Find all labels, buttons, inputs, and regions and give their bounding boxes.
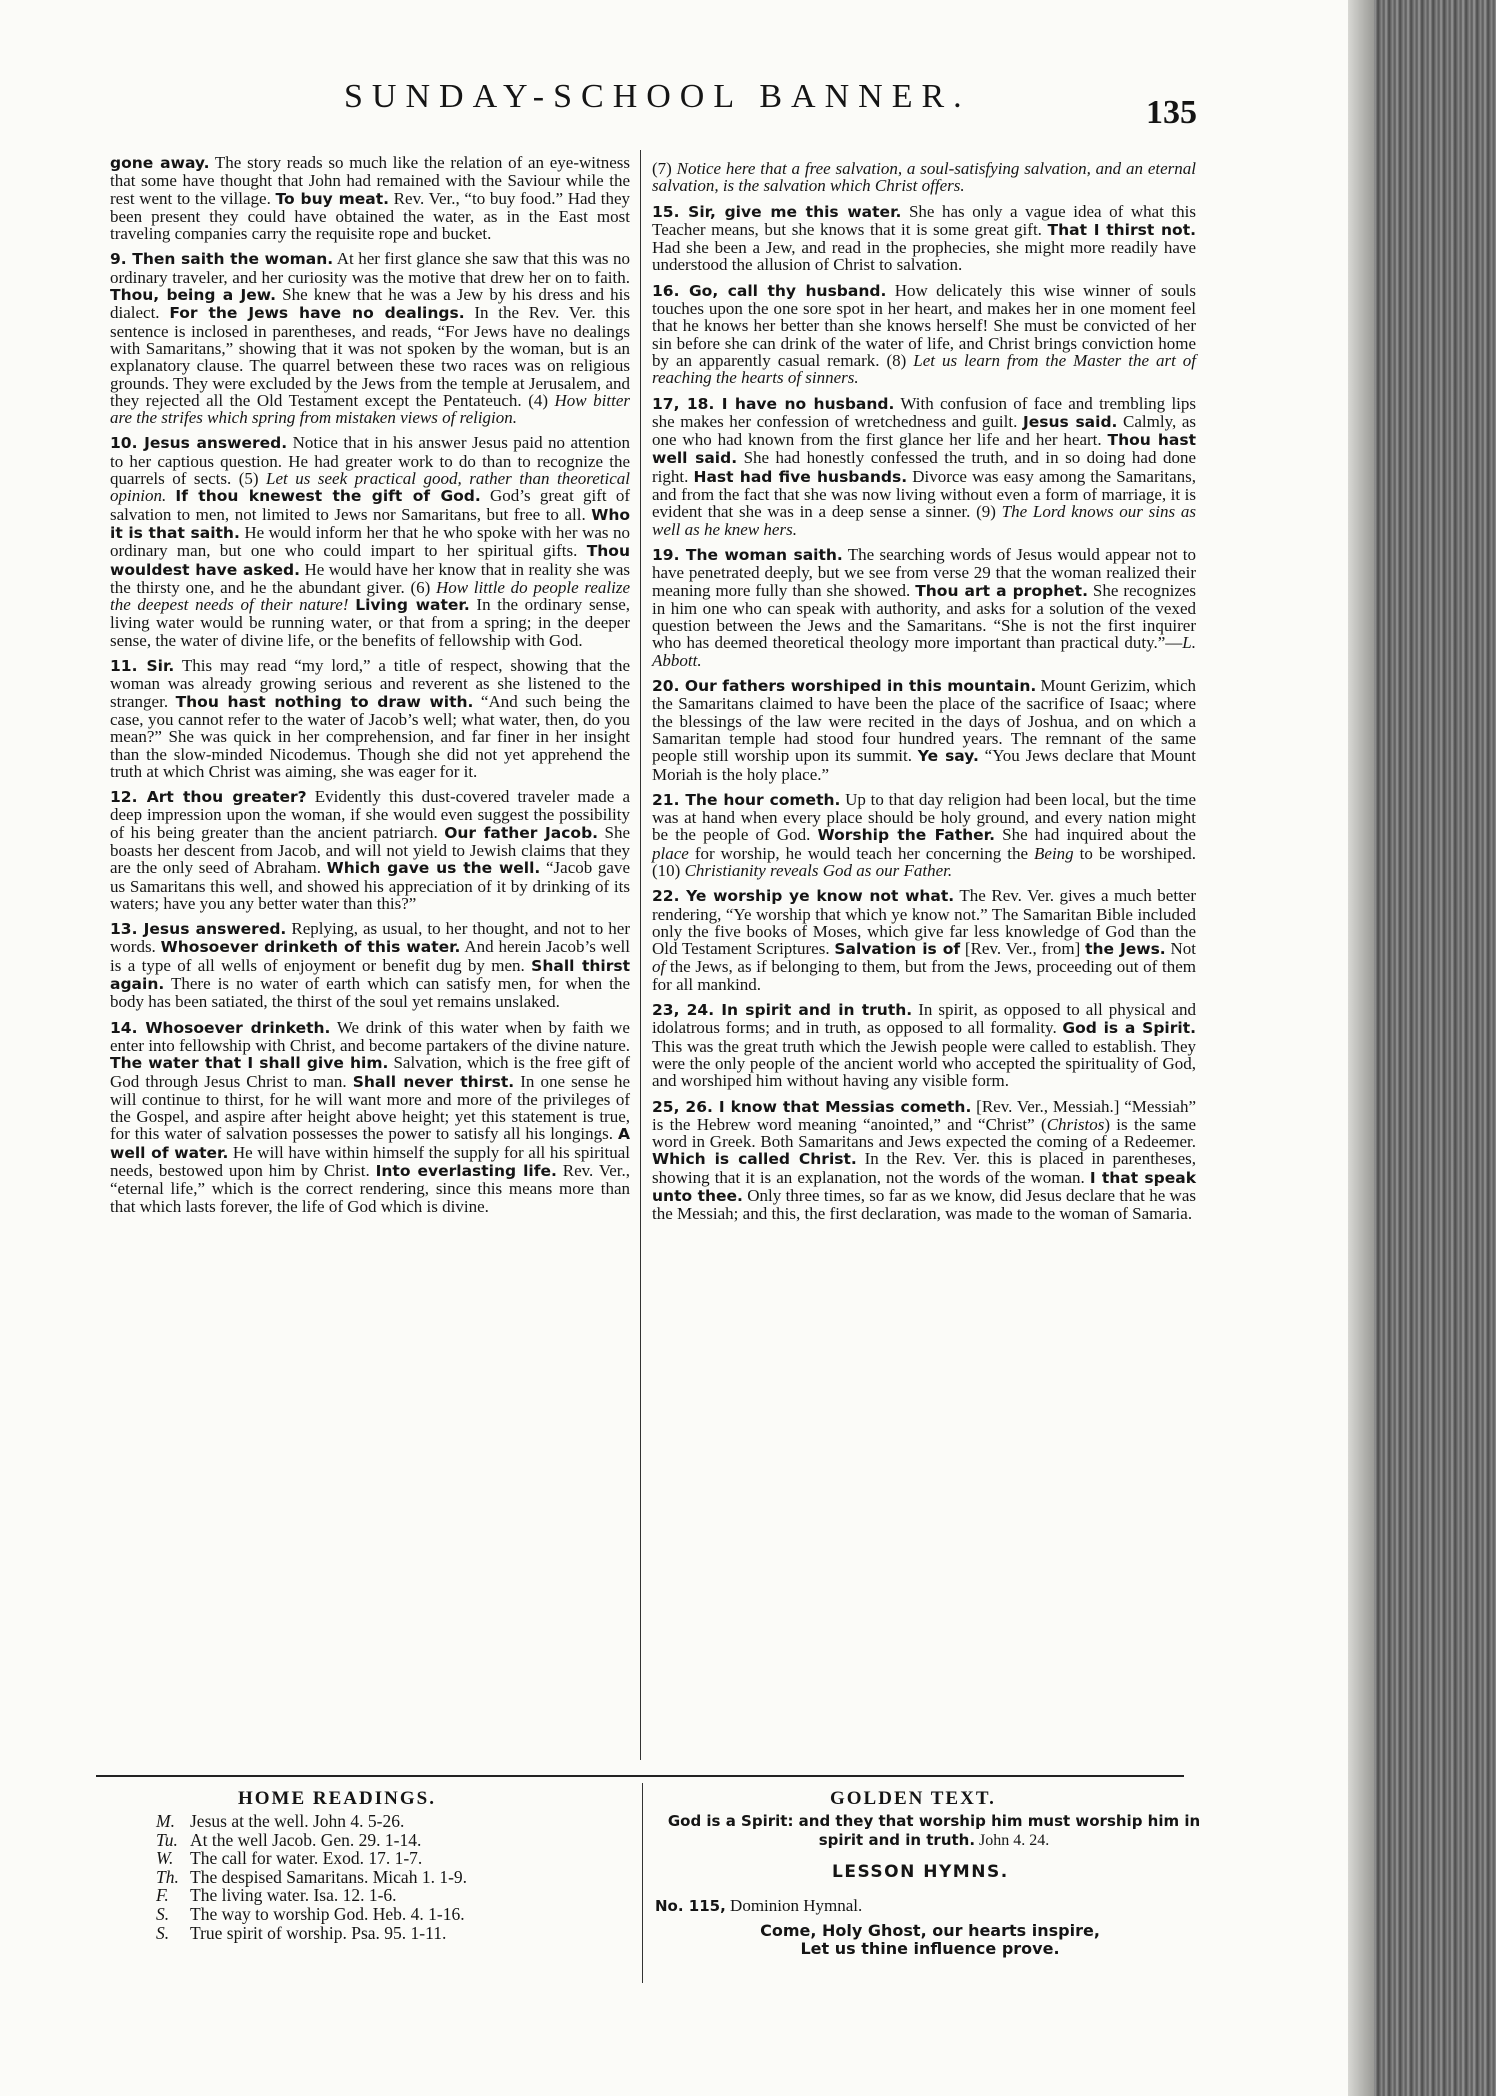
paragraph: 20. Our fathers worshiped in this mountain. Mount Gerizim, which the Samaritans claimed to have been the place of the sacrifice of Isaac; where the blessings of the law were recited in the days of Joshua, and on which a Samaritan temple had stood four hundred years. The remnant of the same people still worship upon its summit. Ye say. “You Jews declare that Mount Moriah is the holy place.” [652, 676, 1196, 784]
left-column [110, 154, 630, 1223]
golden-text-reference: John 4. 24. [979, 1832, 1050, 1849]
paragraph: 12. Art thou greater? Evidently this dust-covered traveler made a deep impression upon the woman, if she would even suggest the possibility of his being greater than the ancient patriarch. Our father Jacob. She boasts her descent from Jacob, and will not yield to Jewish claims that they are the only seed of Abraham. Which gave us the well. “Jacob gave us Samaritans this well, and showed his appreciation of it by drinking of its waters; have you any better water than this?” [110, 787, 631, 913]
right-column [652, 160, 1196, 1231]
reading-text: Jesus at the well. John 4. 5-26. [190, 1811, 405, 1831]
golden-text-title: GOLDEN TEXT. [830, 1788, 996, 1809]
reading-text: The way to worship God. Heb. 4. 1-16. [190, 1903, 465, 1924]
paragraph: 22. Ye worship ye know not what. The Rev. Ver. gives a much better rendering, “Ye worship that which ye know not.” The Samaritan Bible included only the five books of Moses, which give far less knowledge of God than the Old Testament Scriptures. Salvation is of [Rev. Ver., from] the Jews. Not of the Jews, as if belonging to them, but from the Jews, proceeding out of them for all mankind. [652, 886, 1197, 994]
paragraph: 16. Go, call thy husband. How delicately this wise winner of souls touches upon the one sore spot in her heart, and makes her in one moment feel that he knows her better than she knows herself! She must be convicted of her sin before she can drink of the water of life, and Christ brings conviction home by an apparently casual remark. (8) Let us learn from the Master the art of reaching the hearts of sinners. [652, 280, 1196, 388]
hymn-number-label: No. 115, [655, 1897, 726, 1915]
paragraph: 21. The hour cometh. Up to that day religion had been local, but the time was at hand when every place should be holy ground, and every nation might be the people of God. Worship the Father. She had inquired about the place for worship, he would teach her concerning the Being to be worshiped. (10) Christianity reveals God as our Father. [652, 789, 1197, 880]
reading-text: At the well Jacob. Gen. 29. 1-14. [190, 1829, 422, 1850]
golden-text [664, 1812, 1204, 1850]
paragraph: (7) Notice here that a free salvation, a soul-satisfying salvation, and an eternal salvation, is the salvation which Christ offers. [652, 159, 1196, 196]
reading-day: Tu. [156, 1829, 178, 1850]
paragraph: 13. Jesus answered. Replying, as usual, to her thought, and not to her words. Whosoever drinketh of this water. And herein Jacob’s well is a type of all wells of enjoyment or benefit dug by men. Shall thirst again. There is no water of earth which can satisfy men, for when the body has been satiated, the thirst of the soul yet remains unslaked. [110, 919, 630, 1012]
hymnal-name: Dominion Hymnal. [730, 1896, 863, 1915]
paragraph: 19. The woman saith. The searching words of Jesus would appear not to have penetrated deeply, but we see from verse 29 that the woman realized their meaning more fully than she showed. Thou art a prophet. She recognizes in him one who can speak with authority, and asks for a solution of the vexed question between the Jews and the Samaritans. “She is not the first inquirer who has deemed theoretical theology more important than practical duty.”—L. Abbott. [652, 544, 1196, 670]
reading-day: W. [156, 1848, 174, 1869]
home-readings-title: HOME READINGS. [238, 1788, 436, 1809]
lesson-hymns-title: LESSON HYMNS. [832, 1862, 1009, 1882]
reading-text: True spirit of worship. Psa. 95. 1-11. [190, 1922, 447, 1943]
paragraph: 9. Then saith the woman. At her first glance she saw that this was no ordinary traveler, and her curiosity was the motive that drew her on to faith. Thou, being a Jew. She knew that he was a Jew by his dress and his dialect. For the Jews have no dealings. In the Rev. Ver. this sentence is inclosed in parentheses, and reads, “For Jews have no dealings with Samaritans,” showing that it was not spoken by the woman, but is an explanatory clause. The quarrel between these two races was on religious grounds. They were excluded by the Jews from the temple at Jerusalem, and they rejected all the Old Testament except the Pentateuch. (4) How bitter are the strifes which spring from mistaken views of religion. [110, 249, 630, 428]
running-header: SUNDAY-SCHOOL BANNER. [344, 78, 971, 115]
reading-day: S. [156, 1903, 170, 1924]
reading-text: The call for water. Exod. 17. 1-7. [190, 1848, 423, 1869]
hymn-line: Let us thine influence prove. [800, 1939, 1060, 1958]
reading-day: M. [156, 1811, 175, 1831]
paragraph: 15. Sir, give me this water. She has only a vague idea of what this Teacher means, but she knows that it is some great gift. That I thirst not. Had she been a Jew, and read in the prophecies, she might more readily have understood the allusion of Christ to salvation. [652, 201, 1196, 275]
reading-row [156, 1886, 467, 1905]
reading-row [156, 1905, 467, 1924]
hymn-line: Come, Holy Ghost, our hearts inspire, [760, 1921, 1100, 1940]
paragraph: 11. Sir. This may read “my lord,” a title of respect, showing that the woman was already growing serious and reverent as she listened to the stranger. Thou hast nothing to draw with. “And such being the case, you cannot refer to the water of Jacob’s well; what water, then, do you mean?” She was quick in her comprehension, and far finer in her insight than the slow-minded Nicodemus. Though she did not yet apprehend the truth at which Christ was aiming, she was eager for it. [110, 656, 631, 781]
hymn-number [655, 1896, 862, 1916]
paragraph: 25, 26. I know that Messias cometh. [Rev. Ver., Messiah.] “Messiah” is the Hebrew word meaning “anointed,” and “Christ” (Christos) is the same word in Greek. Both Samaritans and Jews expected the coming of a Redeemer. Which is called Christ. In the Rev. Ver. this is placed in parentheses, showing that it is an explanation, not the words of the woman. I that speak unto thee. Only three times, so far as we know, did Jesus declare that he was the Messiah; and this, the first declaration, was made to the woman of Samaria. [652, 1096, 1197, 1224]
hymn-lines [730, 1922, 1130, 1958]
paragraph: 17, 18. I have no husband. With confusion of face and trembling lips she makes her confession of wretchedness and guilt. Jesus said. Calmly, as one who had known from the first glance her life and her heart. Thou hast well said. She had honestly confessed the truth, and in so doing had done right. Hast had five husbands. Divorce was easy among the Samaritans, and from the fact that she was now living without even a form of marriage, it is evident that she was in a deep sense a sinner. (9) The Lord knows our sins as well as he knew hers. [652, 393, 1197, 539]
page-edge [1348, 0, 1374, 2096]
paragraph: 14. Whosoever drinketh. We drink of this water when by faith we enter into fellowship with Christ, and become partakers of the divine nature. The water that I shall give him. Salvation, which is the free gift of God through Jesus Christ to man. Shall never thirst. In one sense he will continue to thirst, for he will want more and more of the privileges of the Gospel, and aspire after height above height; yet this statement is true, for this water of salvation possesses the power to satisfy all his longings. A well of water. He will have within himself the supply for all his spiritual needs, bestowed upon him by Christ. Into everlasting life. Rev. Ver., “eternal life,” which is the correct rendering, since this means more than that which lasts forever, the life of God which is divine. [110, 1017, 631, 1216]
page-number: 135 [1146, 94, 1197, 131]
paragraph: gone away. The story reads so much like the relation of an eye-witness that some have thought that John had remained with the Saviour while the rest went to the village. To buy meat. Rev. Ver., “to buy food.” Had they been present they could have obtained the water, as in the East most traveling companies carry the requisite rope and bucket. [110, 153, 630, 244]
book-spine [1348, 0, 1496, 2096]
reading-row [156, 1812, 467, 1831]
paragraph: 10. Jesus answered. Notice that in his answer Jesus paid no attention to her captious question. He had greater work to do than to recognize the quarrels of sects. (5) Let us seek practical good, rather than theoretical opinion. If thou knewest the gift of God. God’s great gift of salvation to men, not limited to Jews nor Samaritans, but free to all. Who it is that saith. He would inform her that he who spoke with her was no ordinary man, but one who could impart to her spiritual gifts. Thou wouldest have asked. He would have her know that in reality she was the thirsty one, and he the abundant giver. (6) How little do people realize the deepest needs of their nature! Living water. In the ordinary sense, living water would be running water, or that from a spring; in the deeper sense, the water of divine life, or the benefits of fellowship with God. [110, 433, 631, 650]
reading-row [156, 1924, 467, 1943]
reading-day: F. [156, 1885, 169, 1906]
reading-text: The living water. Isa. 12. 1-6. [190, 1885, 397, 1906]
paragraph: 23, 24. In spirit and in truth. In spirit, as opposed to all physical and idolatrous forms; and in truth, as opposed to all formality. God is a Spirit. This was the great truth which the Jewish people were called to establish. They were the only people of the ancient world who accepted the spirituality of God, and worshiped him without having any visible form. [652, 1000, 1197, 1091]
reading-row [156, 1831, 467, 1850]
reading-row [156, 1868, 467, 1887]
reading-day: Th. [156, 1866, 179, 1887]
footer-divider [642, 1783, 643, 1983]
section-divider [96, 1775, 1184, 1777]
column-divider [640, 150, 641, 1760]
reading-day: S. [156, 1922, 170, 1943]
reading-row [156, 1849, 467, 1868]
home-readings-list [156, 1812, 467, 1942]
reading-text: The despised Samaritans. Micah 1. 1-9. [190, 1866, 468, 1887]
golden-text-body: God is a Spirit: and they that worship him must worship him in spirit and in truth. [667, 1812, 1201, 1849]
